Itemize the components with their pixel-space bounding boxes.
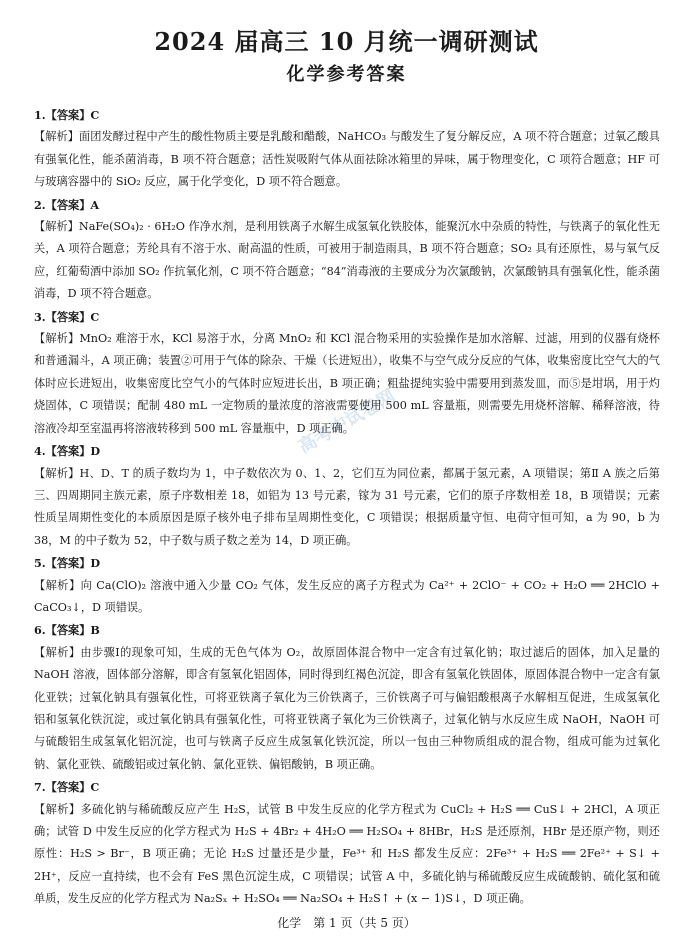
- answer-list: [34, 104, 660, 911]
- page-subtitle: 化学参考答案: [286, 64, 407, 85]
- explanation-text: 【解析】NaFe(SO₄)₂ · 6H₂O 作净水剂，是利用铁离子水解生成氢氧化铁胶体，能聚沉水中杂质的特性，与铁离子的氧化性无关，A 项符合题意；芳纶具有不溶于水、耐高温的性质，可被用于制造雨具，B 项不符合题意；SO₂ 具有还原性，易与氧气反应，红葡萄酒中添加 SO₂ 作抗氧化剂，C 项不符合题意；“84”消毒液的主要成分为次氯酸钠，次氯酸钠具有强氧化性，能杀菌消毒，D 项不符合题意。: [34, 220, 660, 301]
- question-5: [34, 552, 660, 619]
- explanation-text: 【解析】向 Ca(ClO)₂ 溶液中通入少量 CO₂ 气体，发生反应的离子方程式为 Ca²⁺ + 2ClO⁻ + CO₂ + H₂O ══ 2HClO + CaCO₃↓，D 项错误。: [34, 578, 660, 614]
- page-title: 2024 届高三 10 月统一调研测试: [154, 27, 539, 56]
- watermark: 高考中试卷网: [294, 385, 399, 458]
- question-7: [34, 776, 660, 910]
- explanation-text: 【解析】MnO₂ 难溶于水，KCl 易溶于水，分离 MnO₂ 和 KCl 混合物采用的实验操作是加水溶解、过滤，用到的仪器有烧杯和普通漏斗，A 项正确；装置②可用于气体的除杂、干燥（长进短出），收集不与空气成分反应的气体，收集密度比空气大的气体时应长进短出，收集密度比空气小的气体时应短进长出，B 项正确；粗盐提纯实验中需要用到蒸发皿，而⑤是坩埚，用于灼烧固体，C 项错误；配制 480 mL 一定物质的量浓度的溶液需要使用 500 mL 容量瓶，则需要先用烧杯溶解、稀释溶液，待溶液冷却至室温再将溶液转移到 500 mL 容量瓶中，D 项正确。: [34, 332, 660, 435]
- answer-label: 6.【答案】B: [34, 623, 100, 638]
- answer-label: 1.【答案】C: [34, 108, 100, 122]
- question-2: [34, 194, 660, 306]
- answer-label: 7.【答案】C: [34, 780, 100, 795]
- question-3: [34, 306, 660, 440]
- answer-label: 2.【答案】A: [34, 197, 100, 212]
- question-6: [34, 619, 660, 776]
- explanation-text: 【解析】H、D、T 的质子数均为 1，中子数依次为 0、1、2，它们互为同位素，都属于氢元素，A 项错误；第Ⅱ A 族之后第三、四周期同主族元素，原子序数相差 18，如铝为 13 号元素，镓为 31 号元素，它们的原子序数相差 18，B 项错误；元素性质呈周期性变化的本质原因是原子核外电子排布呈周期性变化，C 项错误；根据质量守恒、电荷守恒可知，a 为 90，b 为 38，M 的中子数为 52，中子数与质子数之差为 14，D 项正确。: [34, 466, 660, 547]
- explanation-text: 【解析】面团发酵过程中产生的酸性物质主要是乳酸和醋酸，NaHCO₃ 与酸发生了复分解反应，A 项不符合题意；过氧乙酸具有强氧化性，能杀菌消毒，B 项不符合题意；活性炭吸附气体从面祛除冰箱里的异味，属于物理变化，C 项符合题意；HF 可与玻璃容器中的 SiO₂ 反应，属于化学变化，D 项不符合题意。: [34, 130, 660, 189]
- question-4: [34, 440, 660, 552]
- page-footer: 化学 第 1 页（共 5 页）: [277, 916, 416, 930]
- answer-label: 3.【答案】C: [34, 309, 100, 324]
- explanation-text: 【解析】由步骤Ⅰ的现象可知，生成的无色气体为 O₂，故原固体混合物中一定含有过氧化钠；取过滤后的固体，加入足量的 NaOH 溶液，固体部分溶解，即含有氢氧化铝固体，同时得到红褐色沉淀，即含有氢氧化铁固体，原固体混合物中一定含有氯化亚铁；过氧化钠具有强氧化性，可将亚铁离子氧化为三价铁离子，三价铁离子可与偏铝酸根离子水解相互促进，生成氢氧化铝和氢氧化铁沉淀，或过氧化钠具有强氧化性，可将亚铁离子氧化为三价铁离子，过氧化钠与水反应生成 NaOH，NaOH 可与硫酸铝生成氢氧化铝沉淀，也可与铁离子反应生成氢氧化铁沉淀，所以一包由三种物质组成的混合物，组成可能为过氧化钠、氯化亚铁、硫酸铝或过氧化钠、氯化亚铁、偏铝酸钠，B 项正确。: [34, 645, 660, 771]
- explanation-text: 【解析】多硫化钠与稀硫酸反应产生 H₂S，试管 B 中发生反应的化学方程式为 CuCl₂ + H₂S ══ CuS↓ + 2HCl，A 项正确；试管 D 中发生反应的化学方程式为 H₂S + 4Br₂ + 4H₂O ══ H₂SO₄ + 8HBr，H₂S 是还原剂，HBr 是还原产物，则还原性：H₂S > Br⁻，B 项正确；无论 H₂S 过量还是少量，Fe³⁺ 和 H₂S 都发生反应：2Fe³⁺ + H₂S ══ 2Fe²⁺ + S↓ + 2H⁺，反应一直持续，也不会有 FeS 黑色沉淀生成，C 项错误；试管 A 中，多硫化钠与稀硫酸反应生成硫酸钠、硫化氢和硫单质，发生反应的化学方程式为 Na₂Sₓ + H₂SO₄ ══ Na₂SO₄ + H₂S↑ + (x − 1)S↓，D 项正确。: [34, 802, 660, 906]
- answer-label: 5.【答案】D: [34, 556, 101, 571]
- answer-label: 4.【答案】D: [34, 444, 101, 459]
- question-1: [34, 104, 660, 194]
